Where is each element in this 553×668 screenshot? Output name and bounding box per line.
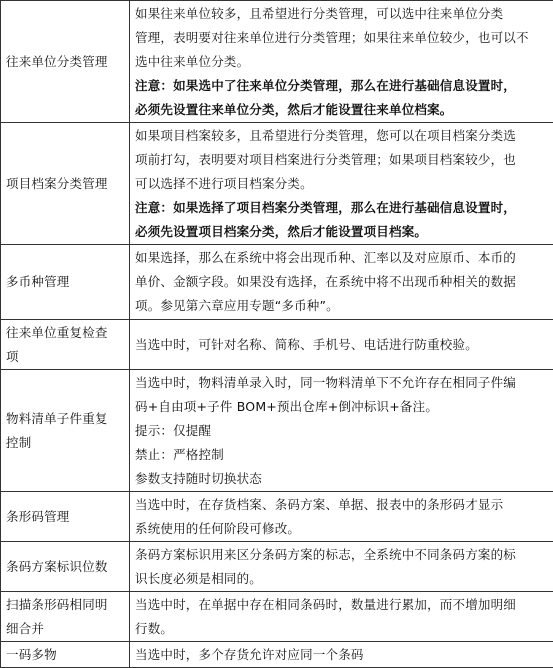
- row-label: [1, 1, 130, 123]
- row-description: [130, 592, 553, 642]
- row-description: [130, 542, 553, 592]
- note-line: 必须先设置项目档案分类，然后才能设置项目档案。: [135, 220, 553, 244]
- table-row: [1, 1, 553, 123]
- row-label-text: 条形码管理: [6, 509, 70, 524]
- row-description: [130, 1, 553, 123]
- row-label-text: 一码多物: [6, 647, 57, 662]
- description-line: 选中往来单位分类。: [135, 50, 553, 74]
- row-label: [1, 592, 130, 642]
- row-label-text: 项目档案分类管理: [6, 176, 108, 191]
- row-label: [1, 320, 130, 370]
- table-row: [1, 370, 553, 492]
- note-line: 注意：如果选择了项目档案分类管理，那么在进行基础信息设置时，: [135, 196, 553, 220]
- row-description: [130, 123, 553, 245]
- row-label-text: 项: [6, 345, 124, 369]
- description-line: 管理，表明要对往来单位进行分类管理；如果往来单位较少，也可以不: [135, 26, 553, 50]
- description-line: 当选中时，在存货档案、条码方案、单据、报表中的条形码才显示: [135, 493, 553, 517]
- table-row: [1, 123, 553, 245]
- description-line: 如果项目档案较多，且希望进行分类管理，您可以在项目档案分类选: [135, 124, 553, 148]
- row-description: [130, 245, 553, 320]
- description-line: 码+自由项+子件 BOM+预出仓库+倒冲标识+备注。: [135, 395, 553, 419]
- row-label: [1, 123, 130, 245]
- description-line: 系统使用的任何阶段可修改。: [135, 517, 553, 541]
- description-line: 如果往来单位较多，且希望进行分类管理，可以选中往来单位分类: [135, 2, 553, 26]
- description-line: 可以选择不进行项目档案分类。: [135, 172, 553, 196]
- row-label-text: 控制: [6, 431, 124, 455]
- description-line: 禁止：严格控制: [135, 443, 553, 467]
- row-label: [1, 245, 130, 320]
- description-line: 参数支持随时切换状态: [135, 467, 553, 491]
- description-line: 单价、金额字段。如果没有选择，在系统中将不出现币种相关的数据: [135, 270, 553, 294]
- description-line: 当选中时，可针对名称、简称、手机号、电话进行防重校验。: [135, 333, 553, 357]
- row-label-text: 物料清单子件重复: [6, 407, 124, 431]
- description-line: 行数。: [135, 617, 553, 641]
- row-label-text: 条码方案标识位数: [6, 559, 108, 574]
- row-label-text: 多币种管理: [6, 274, 70, 289]
- row-label-text: 往来单位重复检查: [6, 321, 124, 345]
- row-label-text: 往来单位分类管理: [6, 54, 108, 69]
- table-row: [1, 542, 553, 592]
- description-line: 项前打勾，表明要对项目档案进行分类管理；如果项目档案较少，也: [135, 148, 553, 172]
- description-line: 当选中时，在单据中存在相同条码时，数量进行累加，而不增加明细: [135, 593, 553, 617]
- description-line: 如果选择，那么在系统中将会出现币种、汇率以及对应原币、本币的: [135, 246, 553, 270]
- table-row: [1, 320, 553, 370]
- row-label-text: 扫描条形码相同明: [6, 593, 124, 617]
- table-row: [1, 592, 553, 642]
- description-line: 当选中时，物料清单录入时，同一物料清单下不允许存在相同子件编: [135, 371, 553, 395]
- note-line: 必须先设置往来单位分类，然后才能设置往来单位档案。: [135, 98, 553, 122]
- row-label: [1, 542, 130, 592]
- row-description: [130, 370, 553, 492]
- row-description: [130, 320, 553, 370]
- row-label: [1, 370, 130, 492]
- description-line: 当选中时，多个存货允许对应同一个条码: [135, 643, 553, 667]
- row-description: [130, 492, 553, 542]
- description-line: 项。参见第六章应用专题“多币种”。: [135, 294, 553, 318]
- description-line: 识长度必须是相同的。: [135, 567, 553, 591]
- note-line: 注意：如果选中了往来单位分类管理，那么在进行基础信息设置时，: [135, 74, 553, 98]
- description-line: 提示：仅提醒: [135, 419, 553, 443]
- description-line: 条码方案标识用来区分条码方案的标志，全系统中不同条码方案的标: [135, 543, 553, 567]
- table-row: [1, 492, 553, 542]
- row-label: [1, 492, 130, 542]
- table-row: [1, 245, 553, 320]
- row-label-text: 细合并: [6, 617, 124, 641]
